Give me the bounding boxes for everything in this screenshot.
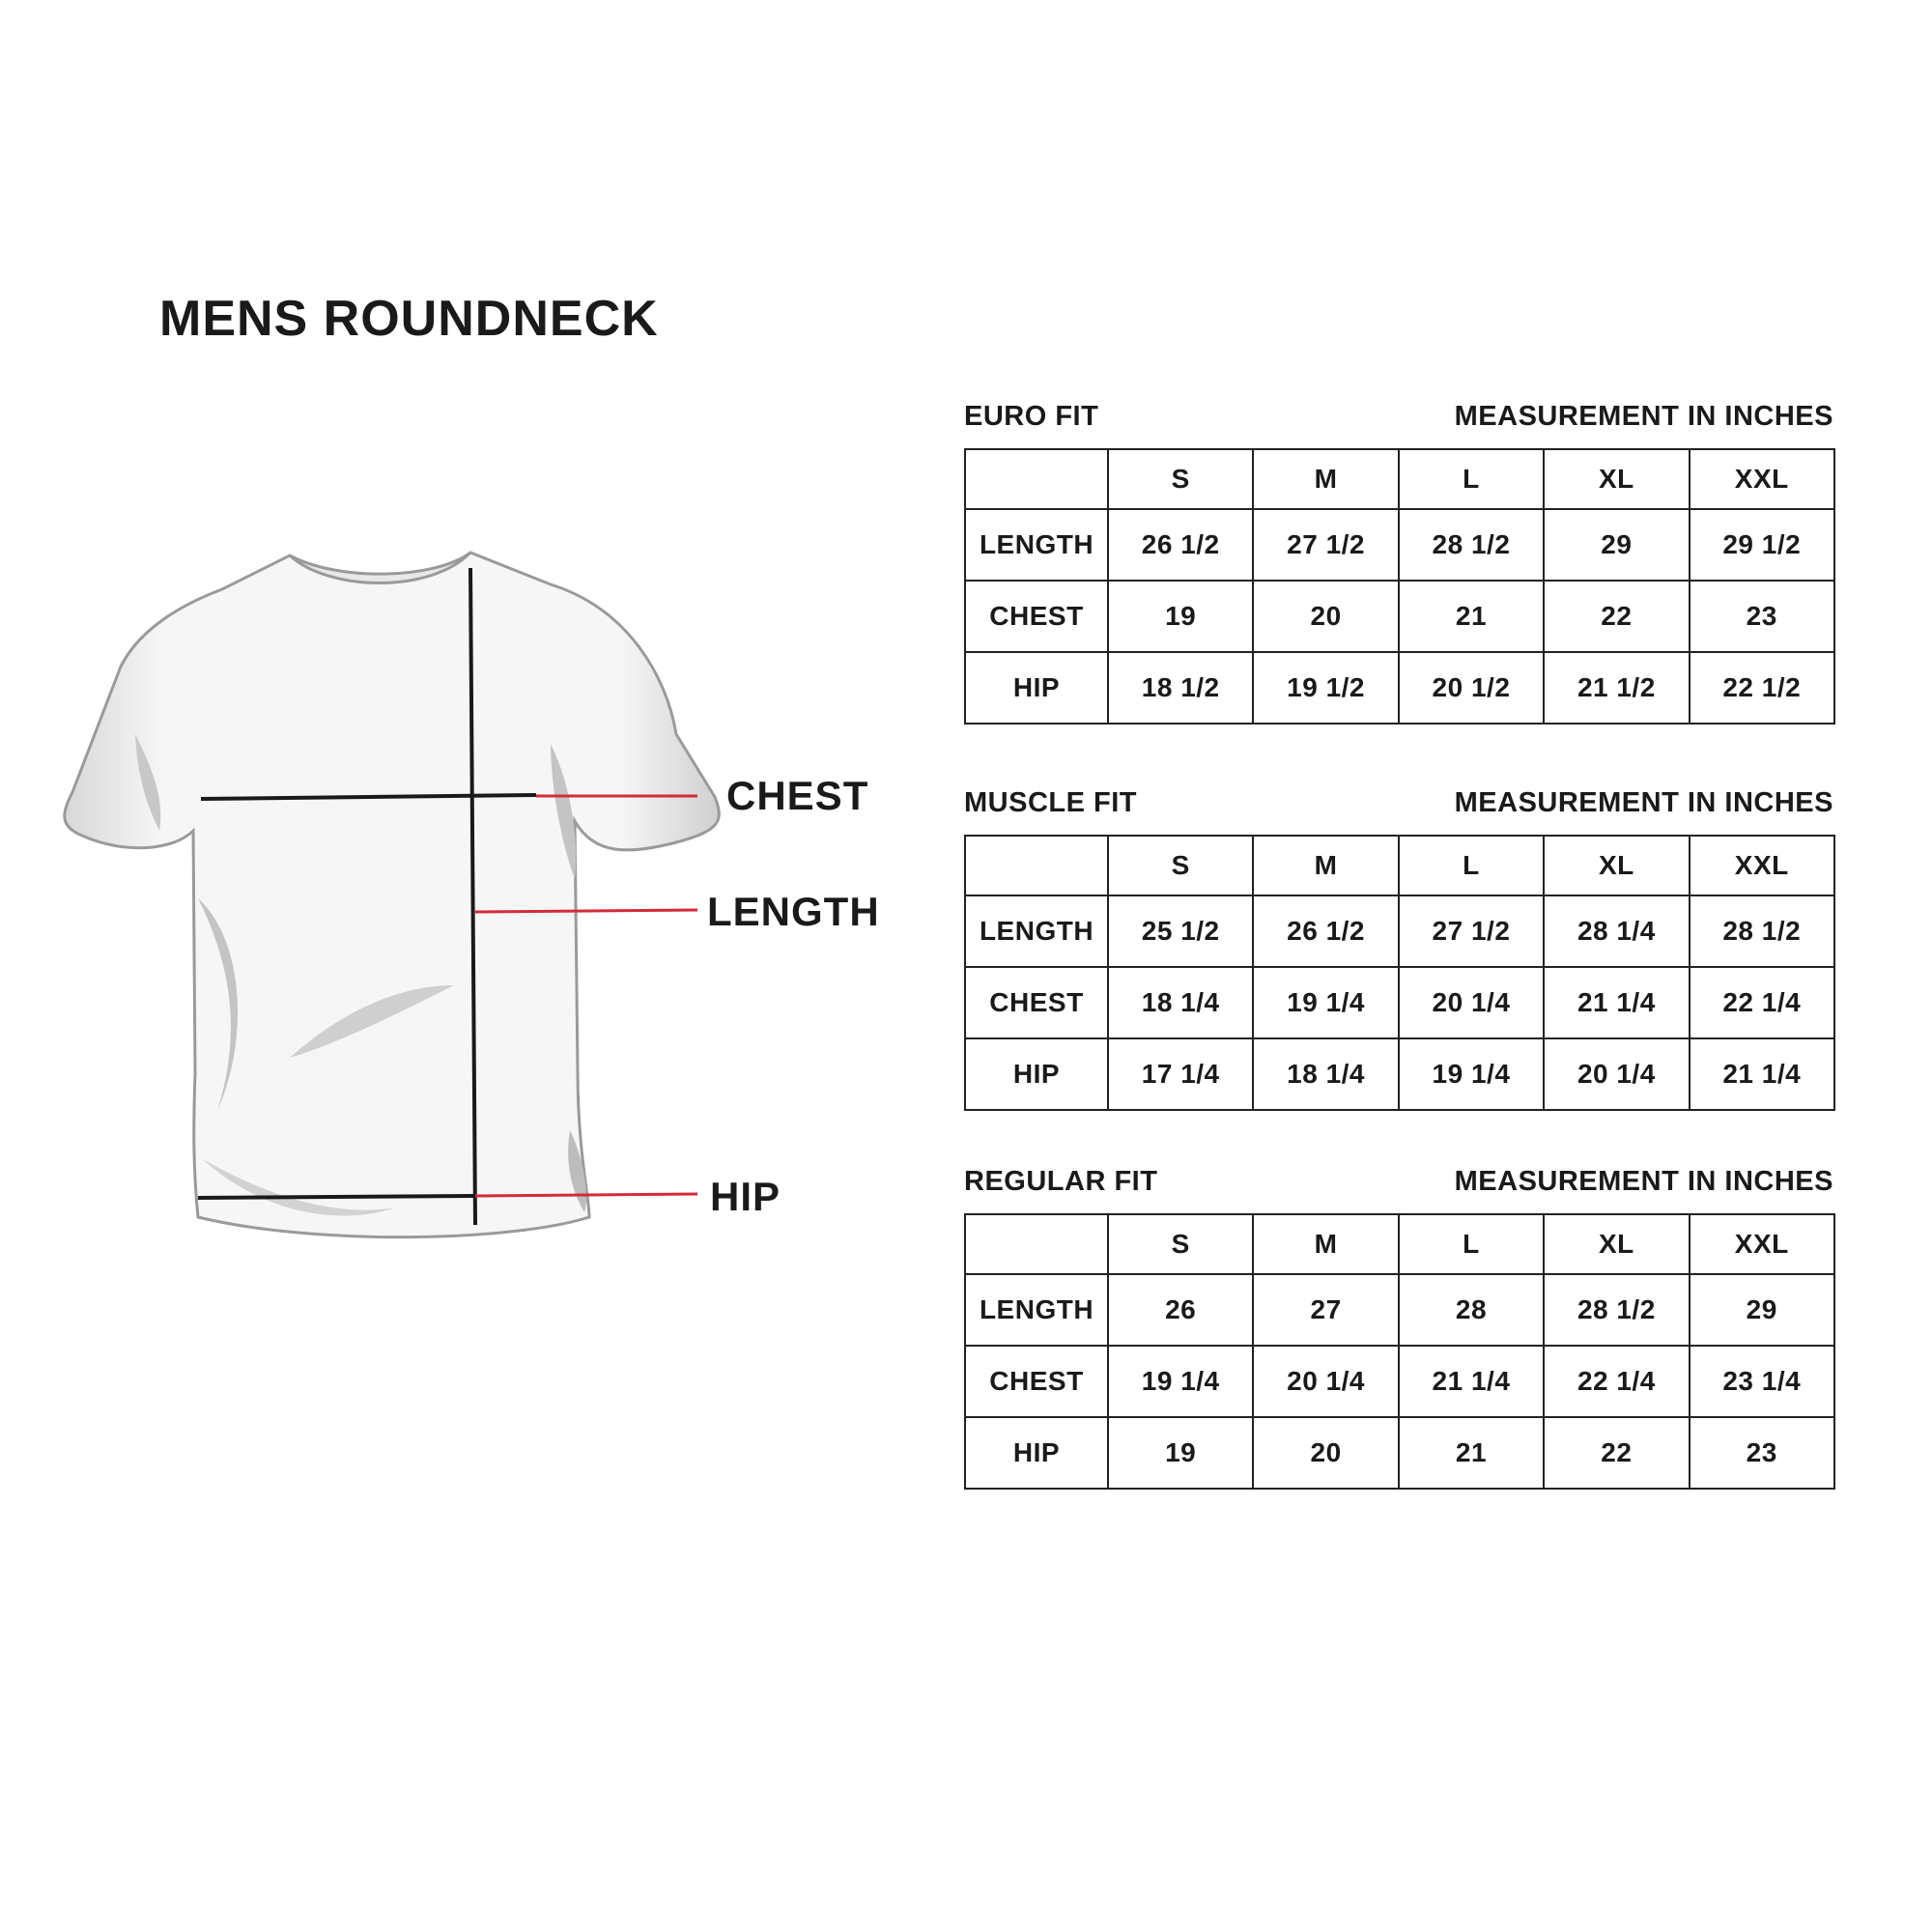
measurement-cell: 28 1/2 [1399,509,1544,581]
row-label-cell: HIP [965,1417,1108,1489]
length-label: LENGTH [707,889,880,934]
measurement-cell: 20 [1253,581,1398,652]
hip-label: HIP [710,1174,781,1219]
size-header-cell: S [1108,836,1253,895]
measurement-cell: 21 [1399,581,1544,652]
corner-cell [965,449,1108,509]
size-table [964,1213,1835,1490]
measurement-cell: 19 1/4 [1253,967,1398,1038]
measurement-cell: 20 1/4 [1399,967,1544,1038]
fit-header [964,394,1833,433]
measurement-cell: 23 1/4 [1690,1346,1834,1417]
size-header-cell: L [1399,449,1544,509]
measurement-cell: 21 1/4 [1399,1346,1544,1417]
size-table [964,835,1835,1111]
table-row [965,895,1834,967]
unit-note: MEASUREMENT IN INCHES [1454,401,1833,432]
table-row [965,509,1834,581]
table-row [965,652,1834,724]
measurement-cell: 21 [1399,1417,1544,1489]
table-row [965,1417,1834,1489]
measurement-cell: 20 1/4 [1544,1038,1689,1110]
measurement-cell: 18 1/4 [1253,1038,1398,1110]
measurement-cell: 23 [1690,1417,1834,1489]
table-header-row [965,449,1834,509]
size-table [964,448,1835,724]
table-row [965,967,1834,1038]
measurement-cell: 26 1/2 [1108,509,1253,581]
table-row [965,581,1834,652]
measurement-cell: 28 1/2 [1690,895,1834,967]
size-header-cell: XL [1544,836,1689,895]
measurement-cell: 19 1/4 [1399,1038,1544,1110]
table-header-row [965,1214,1834,1274]
measurement-cell: 23 [1690,581,1834,652]
measurement-cell: 29 1/2 [1690,509,1834,581]
fit-header [964,1159,1833,1198]
measurement-cell: 22 1/4 [1690,967,1834,1038]
measurement-cell: 27 1/2 [1253,509,1398,581]
measurement-cell: 19 1/2 [1253,652,1398,724]
row-label-cell: HIP [965,652,1108,724]
hip-leader-line [475,1194,697,1196]
size-header-cell: M [1253,1214,1398,1274]
measurement-cell: 22 [1544,581,1689,652]
row-label-cell: HIP [965,1038,1108,1110]
size-header-cell: L [1399,836,1544,895]
measurement-cell: 28 1/4 [1544,895,1689,967]
table-row [965,1274,1834,1346]
chest-label: CHEST [726,773,869,818]
fit-name: EURO FIT [964,401,1099,432]
row-label-cell: LENGTH [965,509,1108,581]
size-table-block [964,781,1833,1111]
table-header-row [965,836,1834,895]
corner-cell [965,1214,1108,1274]
measurement-cell: 18 1/4 [1108,967,1253,1038]
size-header-cell: L [1399,1214,1544,1274]
fit-header [964,781,1833,819]
unit-note: MEASUREMENT IN INCHES [1454,1166,1833,1197]
hip-guide-line [198,1196,473,1198]
measurement-cell: 26 [1108,1274,1253,1346]
measurement-cell: 20 1/2 [1399,652,1544,724]
unit-note: MEASUREMENT IN INCHES [1454,787,1833,818]
size-header-cell: S [1108,449,1253,509]
measurement-cell: 21 1/4 [1544,967,1689,1038]
measurement-cell: 27 1/2 [1399,895,1544,967]
size-header-cell: XXL [1690,836,1834,895]
measurement-cell: 19 1/4 [1108,1346,1253,1417]
table-row [965,1346,1834,1417]
measurement-cell: 28 [1399,1274,1544,1346]
size-header-cell: S [1108,1214,1253,1274]
measurement-cell: 21 1/2 [1544,652,1689,724]
size-header-cell: XXL [1690,1214,1834,1274]
size-header-cell: XL [1544,1214,1689,1274]
measurement-cell: 27 [1253,1274,1398,1346]
page-title: MENS ROUNDNECK [159,291,659,347]
measurement-cell: 21 1/4 [1690,1038,1834,1110]
size-header-cell: XL [1544,449,1689,509]
tshirt-body [65,553,720,1237]
measurement-cell: 25 1/2 [1108,895,1253,967]
row-label-cell: LENGTH [965,1274,1108,1346]
measurement-cell: 28 1/2 [1544,1274,1689,1346]
fit-name: MUSCLE FIT [964,787,1137,818]
fit-name: REGULAR FIT [964,1166,1158,1197]
measurement-cell: 17 1/4 [1108,1038,1253,1110]
row-label-cell: CHEST [965,1346,1108,1417]
measurement-cell: 20 [1253,1417,1398,1489]
row-label-cell: CHEST [965,967,1108,1038]
measurement-cell: 22 1/2 [1690,652,1834,724]
measurement-cell: 19 [1108,1417,1253,1489]
table-row [965,1038,1834,1110]
measurement-cell: 19 [1108,581,1253,652]
measurement-cell: 29 [1544,509,1689,581]
measurement-cell: 22 1/4 [1544,1346,1689,1417]
row-label-cell: CHEST [965,581,1108,652]
size-header-cell: M [1253,449,1398,509]
measurement-cell: 18 1/2 [1108,652,1253,724]
measurement-cell: 20 1/4 [1253,1346,1398,1417]
measurement-cell: 26 1/2 [1253,895,1398,967]
size-header-cell: M [1253,836,1398,895]
size-header-cell: XXL [1690,449,1834,509]
size-table-block [964,394,1833,724]
corner-cell [965,836,1108,895]
measurement-cell: 22 [1544,1417,1689,1489]
measurement-cell: 29 [1690,1274,1834,1346]
row-label-cell: LENGTH [965,895,1108,967]
size-table-block [964,1159,1833,1490]
length-leader-line [475,910,697,912]
